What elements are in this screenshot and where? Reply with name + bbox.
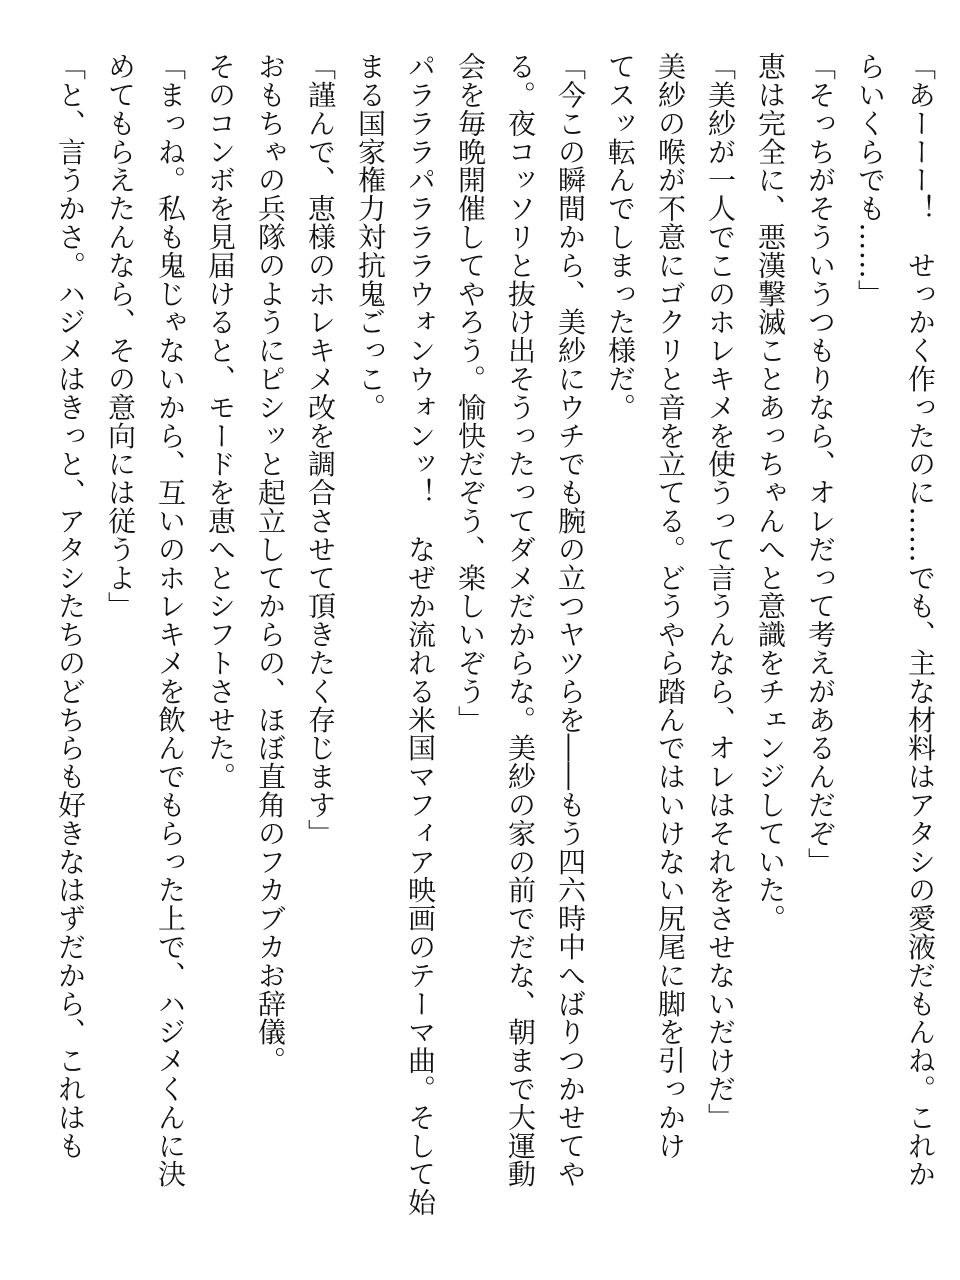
text-line: 美紗の喉が不意にゴクリと音を立てる。どうやら踏んではいけない尻尾に脚を引っかけ	[654, 52, 687, 1160]
text-line: 「と、言うかさ。ハジメはきっと、アタシたちのどちらも好きなはずだから、これはも	[54, 52, 87, 1160]
text-line: 「謹んで、恵様のホレキメ改を調合させて頂きたく存じます」	[304, 52, 337, 848]
text-line: る。夜コッソリと抜け出そうったってダメだからな。美紗の家の前でだな、朝まで大運動	[504, 52, 537, 1188]
text-line: てスッ転んでしまった様だ。	[604, 52, 637, 422]
text-line: 「美紗が一人でこのホレキメを使うって言うんなら、オレはそれをさせないだけだ」	[704, 52, 737, 1132]
text-line: おもちゃの兵隊のようにピシッと起立してからの、ほぼ直角のフカブカお辞儀。	[254, 52, 287, 1075]
text-line: 恵は完全に、悪漢撃滅ことあっちゃんへと意識をチェンジしていた。	[754, 52, 787, 933]
text-line: まる国家権力対抗鬼ごっこ。	[354, 52, 387, 422]
text-line: めてもらえたんなら、その意向には従うよ」	[104, 52, 137, 620]
text-line: 「まっね。私も鬼じゃないから、互いのホレキメを飲んでもらった上で、ハジメくんに決	[154, 52, 187, 1188]
text-line: パラララパラララウォンウォンッ！ なぜか流れる米国マフィア映画のテーマ曲。そして始	[404, 52, 437, 1217]
text-line: らいくらでも……」	[854, 52, 887, 308]
text-line: 「そっちがそういうつもりなら、オレだって考えがあるんだぞ」	[804, 52, 837, 876]
text-line: 「あーーー！ せっかく作ったのに……でも、主な材料はアタシの愛液だもんね。これか	[904, 52, 937, 1188]
text-line: そのコンボを見届けると、モードを恵へとシフトさせた。	[204, 52, 237, 791]
text-line: 「今この瞬間から、美紗にウチでも腕の立つヤツらを――もう四六時中へばりつかせてや	[554, 52, 587, 1188]
text-line: 会を毎晩開催してやろう。愉快だぞう、楽しいぞう」	[454, 52, 487, 734]
